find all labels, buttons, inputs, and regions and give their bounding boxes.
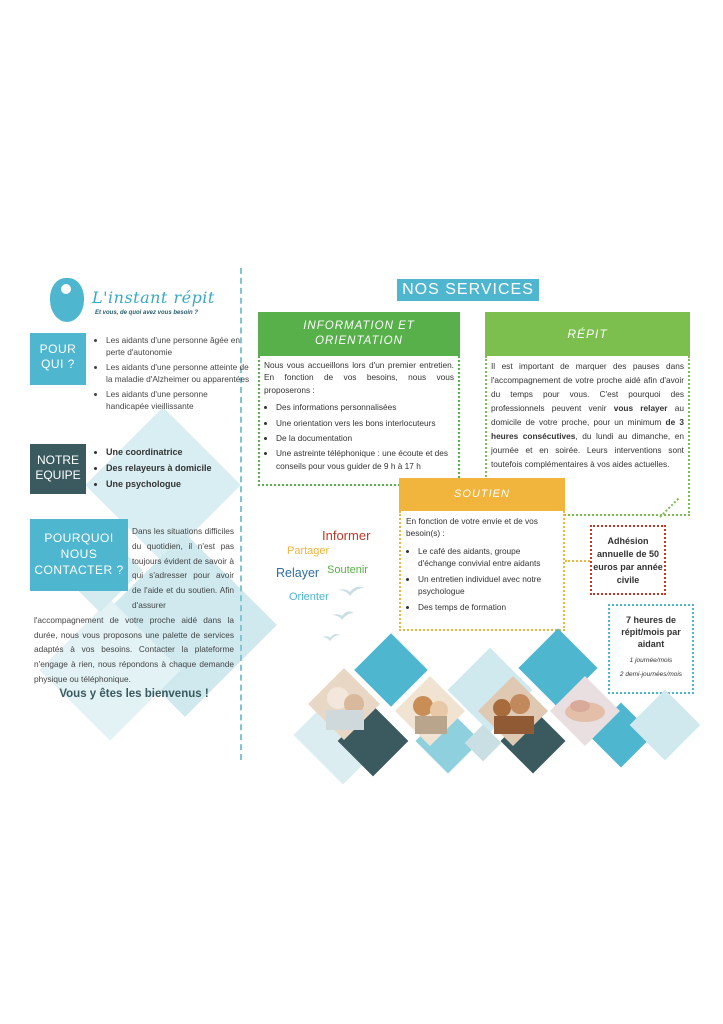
pourquoi-label-line: NOUS <box>60 547 98 561</box>
notre-equipe-label <box>30 444 86 494</box>
list-item: • Des informations personnalisées <box>276 401 454 413</box>
photo-caregiver <box>395 676 465 746</box>
list-item: • Les aidants d'une personne handicapée vieillissante <box>106 388 251 412</box>
list-item: • Le café des aidants, groupe d'échange convivial entre aidants <box>418 545 558 569</box>
word-partager: Partager <box>287 545 330 557</box>
list-item: • Une astreinte téléphonique : une écoute et des conseils pour vous guider de 9 h à 17 h <box>276 447 454 472</box>
list-item: • De la documentation <box>276 432 454 444</box>
pour-qui-label-line: POUR <box>39 342 77 356</box>
information-title-line: INFORMATION ET <box>303 320 415 332</box>
word-orienter: Orienter <box>289 591 329 603</box>
heures-main: 7 heures de répit/mois par aidant <box>621 615 681 649</box>
pourquoi-label-line: POURQUOI <box>44 531 114 545</box>
heures-sub: 2 demi-journées/mois <box>619 671 683 678</box>
word-informer: Informer <box>322 528 371 543</box>
information-intro: Nous vous accueillons lors d'un premier entretien. En fonction de vos besoins, nous vous proposerons : <box>264 360 454 395</box>
pourquoi-contacter-label <box>30 519 128 591</box>
information-list <box>264 401 454 472</box>
logo-tagline: Et vous, de quoi avez vous besoin ? <box>95 310 199 316</box>
photo-hands <box>550 676 620 746</box>
photo-elderly-couple <box>308 668 380 740</box>
list-item: • Les aidants d'une personne atteinte de la maladie d'Alzheimer ou apparentées <box>106 361 251 385</box>
information-card-title <box>258 312 460 356</box>
mosaic-tile <box>630 690 701 761</box>
word-soutenir: Soutenir <box>327 564 368 576</box>
pourquoi-label-line: CONTACTER ? <box>34 563 124 577</box>
pour-qui-label <box>30 333 86 385</box>
logo-person-icon <box>61 284 71 294</box>
repit-text-bold: vous relayer <box>613 403 668 413</box>
repit-card-title: RÉPIT <box>485 312 690 356</box>
list-item: • Une psychologue <box>106 476 251 492</box>
list-item: • Des temps de formation <box>418 601 558 613</box>
dotted-connector <box>565 560 590 562</box>
notre-equipe-list <box>92 444 251 492</box>
repit-text-bold: de 3 heures consécutives <box>491 417 684 441</box>
list-item: • Une coordinatrice <box>106 444 251 460</box>
adhesion-badge: Adhésion annuelle de 50 euros par année civile <box>590 525 666 595</box>
soutien-card-body <box>399 511 565 631</box>
repit-text: au domicile de votre proche, pour un minimum <box>491 403 684 427</box>
list-item: • Un entretien individuel avec notre psychologue <box>418 573 558 597</box>
heures-badge <box>608 604 694 694</box>
soutien-intro: En fonction de votre envie et de vos besoin(s) : <box>406 516 538 538</box>
photo-family <box>478 676 548 746</box>
notre-equipe-label-line: NOTRE <box>37 453 79 467</box>
pourquoi-text: Dans les situations difficiles du quotidien, il n'est pas toujours évident de savoir à qui s'adresser pour avoir de l'aide et du soutien. Afin d'assurer l'accompagnement de votre proche aidé dans la durée, nous vous proposons une palette de services adaptés à vos besoins. Contacter la plateforme n'engage à rien, nous répondons à chaque demande physique ou téléphonique. <box>34 526 234 684</box>
soutien-card-title: SOUTIEN <box>399 478 565 511</box>
services-title: NOS SERVICES <box>397 279 539 301</box>
information-card-body <box>258 356 460 486</box>
word-relayer: Relayer <box>276 566 320 580</box>
pour-qui-list <box>92 334 251 415</box>
logo-title: L'instant répit <box>92 288 215 307</box>
repit-text: , du lundi au dimanche, en journée et en soirée. Leurs interventions sont toutefois complémentaires à vos aides actuelles. <box>491 431 685 469</box>
birds-icon <box>320 580 380 650</box>
list-item: • Les aidants d'une personne âgée en perte d'autonomie <box>106 334 251 358</box>
information-title-line: ORIENTATION <box>315 335 403 347</box>
notre-equipe-label-line: EQUIPE <box>35 468 81 482</box>
repit-text: Il est important de marquer des pauses dans l'accompagnement de votre proche aidé afin d'avoir du temps pour vous. C'est pourquoi des professionnels peuvent venir <box>491 361 684 413</box>
heures-sub: 1 journée/mois <box>629 657 673 664</box>
soutien-list <box>406 545 558 613</box>
list-item: • Des relayeurs à domicile <box>106 460 251 476</box>
list-item: • Une orientation vers les bons interlocuteurs <box>276 417 454 429</box>
pour-qui-label-line: QUI ? <box>41 357 75 371</box>
welcome-text: Vous y êtes les bienvenus ! <box>59 688 209 700</box>
